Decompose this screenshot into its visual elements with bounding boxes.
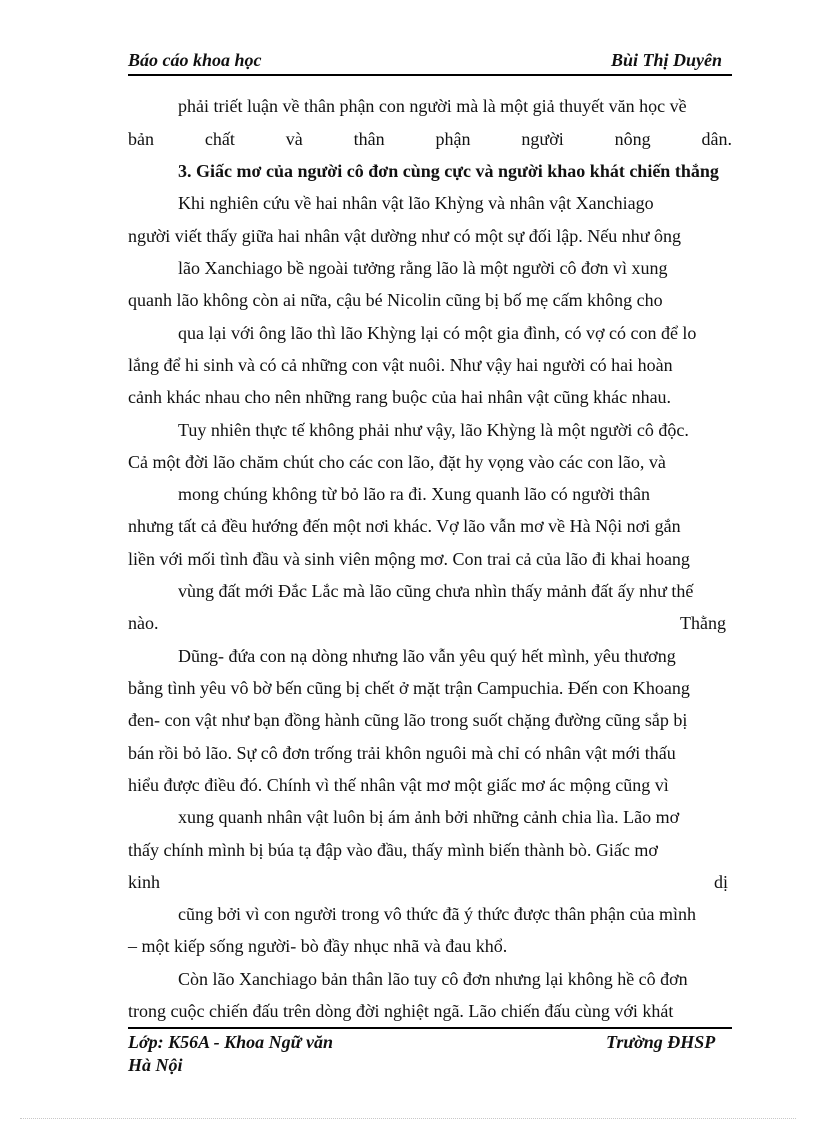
page-header — [128, 48, 732, 76]
text-line: – một kiếp sống người- bò đầy nhục nhã và đau khổ. — [128, 936, 508, 956]
text-line: thấy chính mình bị búa tạ đập vào đầu, thấy mình biến thành bò. Giấc mơ — [128, 840, 658, 860]
text-line: đen- con vật như bạn đồng hành cũng lão trong suốt chặng đường cũng sắp bị — [128, 710, 688, 730]
text-line: bằng tình yêu vô bờ bến cũng bị chết ở mặt trận Campuchia. Đến con Khoang — [128, 678, 690, 698]
page-bottom-edge — [20, 1118, 796, 1119]
text-line: dị — [714, 872, 729, 892]
text-line: Tuy nhiên thực tế không phải như vậy, lão Khỳng là một người cô độc. — [178, 420, 689, 440]
text-line: phải triết luận về thân phận con người mà là một giả thuyết văn học về — [178, 96, 687, 116]
section-heading: 3. Giấc mơ của người cô đơn cùng cực và người khao khát chiến thắng — [178, 161, 719, 181]
text-line: xung quanh nhân vật luôn bị ám ảnh bởi những cảnh chia lìa. Lão mơ — [178, 807, 680, 827]
text-line: bản chất và thân phận người nông dân. — [128, 129, 732, 149]
header-author: Bùi Thị Duyên — [610, 50, 722, 70]
text-line: nào. — [128, 613, 159, 633]
text-line: cũng bởi vì con người trong vô thức đã ý thức được thân phận của mình — [178, 904, 696, 924]
header-title: Báo cáo khoa học — [128, 50, 262, 70]
text-line: mong chúng không từ bỏ lão ra đi. Xung quanh lão có người thân — [178, 484, 650, 504]
text-line: người viết thấy giữa hai nhân vật dường như có một sự đối lập. Nếu như ông — [128, 226, 681, 246]
text-line: nhưng tất cả đều hướng đến một nơi khác. Vợ lão vẫn mơ về Hà Nội nơi gắn — [128, 516, 681, 536]
text-line: Khi nghiên cứu về hai nhân vật lão Khỳng và nhân vật Xanchiago — [178, 193, 654, 213]
text-line: Còn lão Xanchiago bản thân lão tuy cô đơn nhưng lại không hề cô đơn — [178, 969, 688, 989]
footer-school: Trường ĐHSP — [606, 1032, 716, 1052]
footer-divider — [128, 1027, 732, 1029]
text-line: trong cuộc chiến đấu trên dòng đời nghiệt ngã. Lão chiến đấu cùng với khát — [128, 1001, 674, 1021]
text-line: Thằng — [680, 613, 726, 633]
text-line: liền với mối tình đầu và sinh viên mộng mơ. Con trai cả của lão đi khai hoang — [128, 549, 690, 569]
footer-city: Hà Nội — [128, 1055, 183, 1075]
text-line: lão Xanchiago bề ngoài tưởng rằng lão là một người cô đơn vì xung — [178, 258, 668, 278]
text-line: Cả một đời lão chăm chút cho các con lão, đặt hy vọng vào các con lão, và — [128, 452, 666, 472]
text-line: vùng đất mới Đắc Lắc mà lão cũng chưa nhìn thấy mảnh đất ấy như thế — [178, 581, 694, 601]
text-line: quanh lão không còn ai nữa, cậu bé Nicolin cũng bị bố mẹ cấm không cho — [128, 290, 663, 310]
text-line: kinh — [128, 872, 161, 892]
text-line: cảnh khác nhau cho nên những rang buộc của hai nhân vật cũng khác nhau. — [128, 387, 672, 407]
text-line: bán rồi bỏ lão. Sự cô đơn trống trải khôn nguôi mà chỉ có nhân vật mới thấu — [128, 743, 676, 763]
text-line: qua lại với ông lão thì lão Khỳng lại có một gia đình, có vợ có con để lo — [178, 323, 697, 343]
text-line: hiểu được điều đó. Chính vì thế nhân vật mơ một giấc mơ ác mộng cũng vì — [128, 775, 669, 795]
text-line: lắng để hi sinh và có cả những con vật nuôi. Như vậy hai người có hai hoàn — [128, 355, 673, 375]
text-line: Dũng- đứa con nạ dòng nhưng lão vẫn yêu quý hết mình, yêu thương — [178, 646, 676, 666]
footer-class: Lớp: K56A - Khoa Ngữ văn — [128, 1032, 333, 1052]
